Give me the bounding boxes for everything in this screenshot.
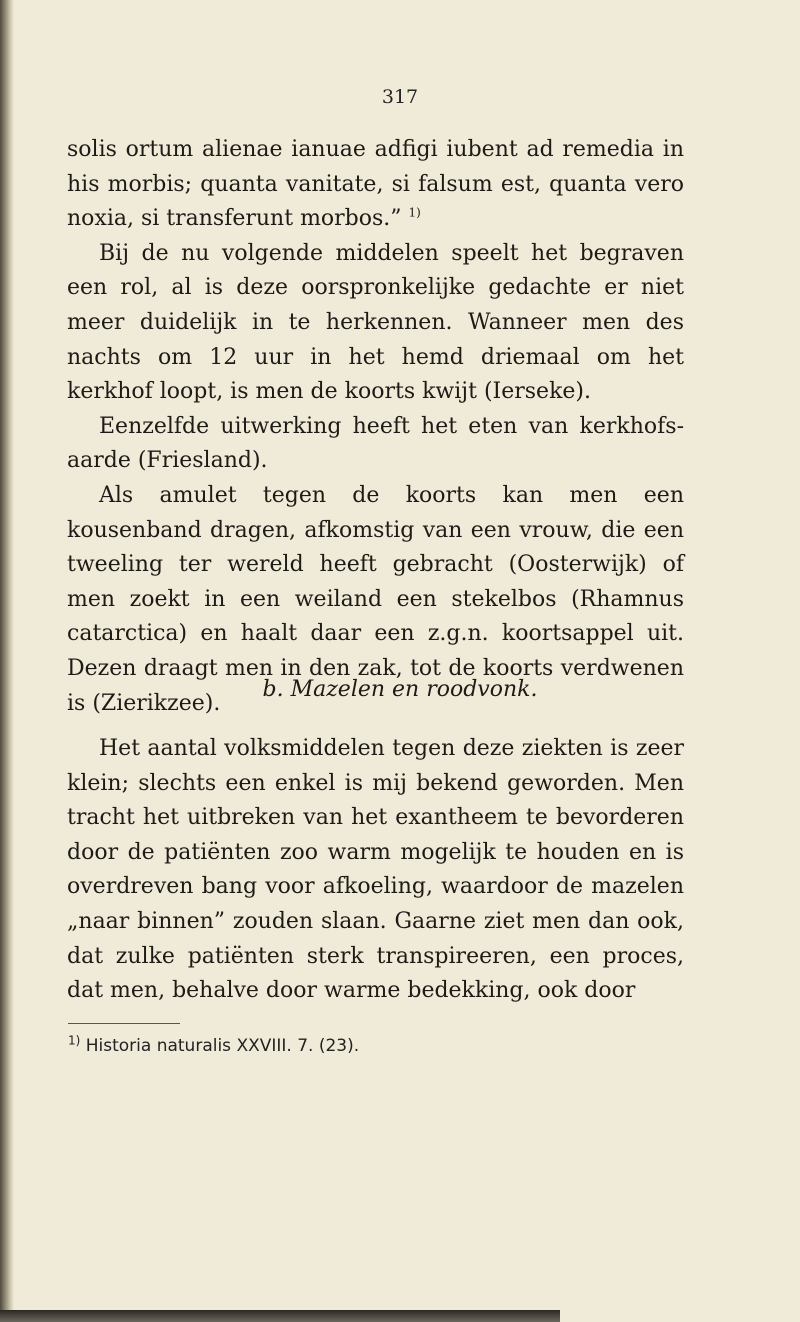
paragraph: Eenzelfde uitwerking heeft het eten van kerkhofs-aarde (Friesland). — [67, 413, 684, 474]
paragraph: Het aantal volksmiddelen tegen deze ziekten is zeer klein; slechts een enkel is mij bekend geworden. Men tracht het uitbreken van het exantheem te bevorderen door de patiënten zoo warm mogelijk te houden en is overdreven bang voor afkoeling, waardoor de mazelen „naar binnen” zouden slaan. Gaarne ziet men dan ook, dat zulke patiënten sterk transpireeren, een proces, dat men, behalve door warme bedekking, ook door — [67, 736, 684, 1004]
footnote-text: Historia naturalis XXVIII. 7. (23). — [85, 1036, 360, 1056]
footnote-reference[interactable]: 1) — [408, 205, 421, 220]
paragraph: Bij de nu volgende middelen speelt het begraven een rol, al is deze oorspronkelijke gedachte er niet meer duidelijk in te herkennen. Wanneer men des nachts om 12 uur in het hemd driemaal om het kerkhof loopt, is men de koorts kwijt (Ierseke). — [67, 240, 684, 405]
page-binding-edge — [0, 0, 14, 1322]
page-bottom-shadow — [0, 1310, 560, 1322]
page-number: 317 — [381, 86, 419, 108]
paragraph — [67, 133, 684, 237]
footnote — [68, 1033, 360, 1056]
paragraph: Als amulet tegen de koorts kan men een kousenband dragen, afkomstig van een vrouw, die een tweeling ter wereld heeft gebracht (Oosterwijk) of men zoekt in een weiland een stekelbos (Rhamnus catarctica) en haalt daar een z.g.n. koortsappel uit. Dezen draagt men in den zak, tot de koorts verdwenen is (Zierikzee). — [67, 482, 684, 716]
body-text-bottom — [67, 732, 684, 1009]
footnote-divider — [68, 1023, 180, 1024]
footnote-marker: 1) — [68, 1033, 81, 1048]
section-heading: b. Mazelen en roodvonk. — [262, 677, 538, 702]
body-text-top — [67, 133, 684, 721]
paragraph-text: solis ortum alienae ianuae adfigi iubent ad remedia in his morbis; quanta vanitate, si falsum est, quanta vero noxia, si transferunt morbos.” — [67, 137, 684, 232]
